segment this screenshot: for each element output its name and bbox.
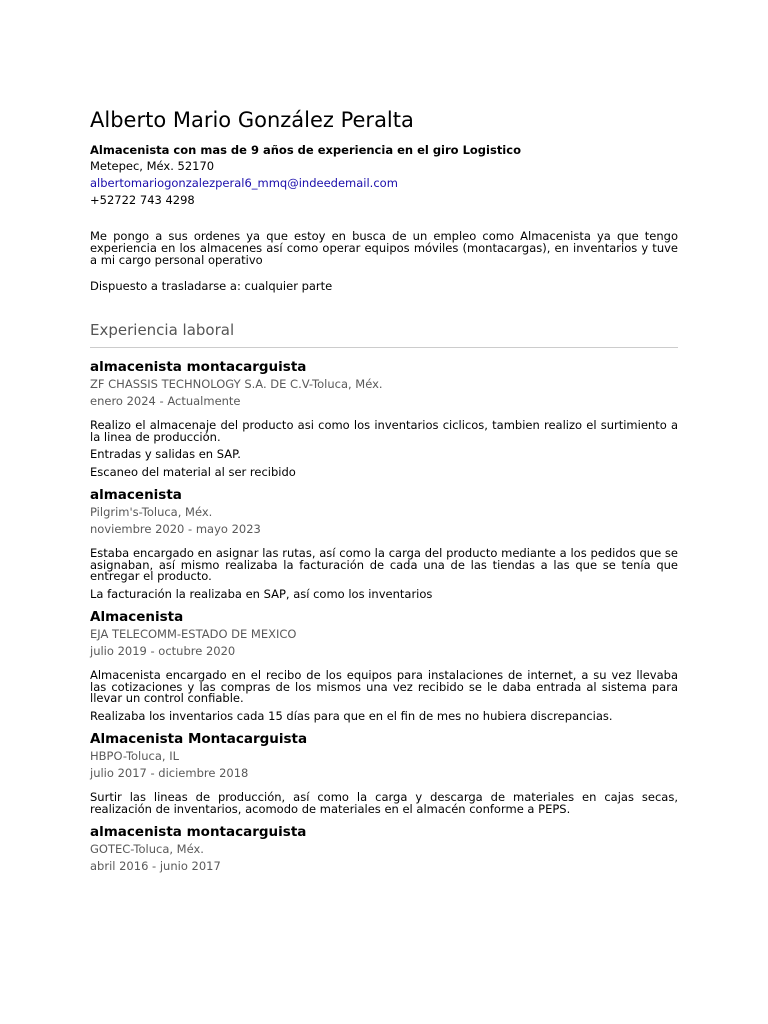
candidate-phone: +52722 743 4298	[90, 193, 195, 207]
job-dates: enero 2024 - Actualmente	[90, 394, 241, 408]
job-company: GOTEC-Toluca, Méx.	[90, 842, 204, 856]
job-entry	[90, 608, 678, 722]
job-location: Toluca, Méx.	[133, 842, 204, 856]
job-company: EJA TELECOMM-ESTADO DE MEXICO	[90, 627, 297, 641]
job-entry	[90, 730, 678, 815]
job-entry	[90, 486, 678, 600]
job-company-name: ZF CHASSIS TECHNOLOGY S.A. DE C.V	[90, 377, 309, 391]
job-location: ESTADO DE MEXICO	[181, 627, 297, 641]
job-dates: abril 2016 - junio 2017	[90, 859, 221, 873]
section-title-experience: Experiencia laboral	[90, 320, 678, 348]
job-title: Almacenista	[90, 609, 184, 625]
job-description	[90, 670, 678, 722]
job-dates: julio 2019 - octubre 2020	[90, 644, 236, 658]
relocation-preference: Dispuesto a trasladarse a: cualquier parte	[90, 279, 333, 293]
candidate-name: Alberto Mario González Peralta	[90, 108, 414, 132]
candidate-location: Metepec, Méx. 52170	[90, 159, 215, 173]
job-dates: julio 2017 - diciembre 2018	[90, 766, 249, 780]
candidate-summary: Me pongo a sus ordenes ya que estoy en busca de un empleo como Almacenista ya que tengo experiencia en los almacenes así como operar equipos móviles (montacargas), en inventarios y tuve a mi cargo personal operativo	[90, 229, 678, 267]
job-description-line: Surtir las lineas de producción, así como la carga y descarga de materiales en cajas secas, realización de inventarios, acomodo de materiales en el almacén conforme a PEPS.	[90, 790, 678, 816]
job-description-line: Escaneo del material al ser recibido	[90, 464, 296, 479]
job-entry	[90, 823, 678, 875]
job-company-name: EJA TELECOMM	[90, 627, 177, 641]
job-title: Almacenista Montacarguista	[90, 731, 308, 747]
job-title: almacenista	[90, 487, 182, 503]
job-dates: noviembre 2020 - mayo 2023	[90, 522, 261, 536]
job-company: ZF CHASSIS TECHNOLOGY S.A. DE C.V-Toluca, Méx.	[90, 377, 383, 391]
job-location: Toluca, IL	[125, 749, 180, 763]
job-company-name: GOTEC	[90, 842, 131, 856]
candidate-email-link[interactable]: albertomariogonzalezperal6_mmq@indeedemail.com	[90, 176, 398, 190]
job-title: almacenista montacarguista	[90, 824, 307, 840]
candidate-headline: Almacenista con mas de 9 años de experiencia en el giro Logistico	[90, 143, 521, 157]
job-description-line: Estaba encargado en asignar las rutas, así como la carga del producto mediante a los pedidos que se asignaban, así mismo realizaba la facturación de cada una de las tiendas a las que se tenía que entregar el producto.	[90, 546, 678, 583]
job-company-name: Pilgrim's	[90, 505, 139, 519]
job-description-line: Realizo el almacenaje del producto asi como los inventarios ciclicos, tambien realizo el surtimiento a la linea de producción.	[90, 418, 678, 444]
job-location: Toluca, Méx.	[312, 377, 383, 391]
job-company: HBPO-Toluca, IL	[90, 749, 180, 763]
job-description	[90, 548, 678, 600]
job-description-line: Realizaba los inventarios cada 15 días para que en el fin de mes no hubiera discrepancias.	[90, 708, 613, 723]
job-description	[90, 420, 678, 478]
job-description-line: Almacenista encargado en el recibo de los equipos para instalaciones de internet, a su vez llevaba las cotizaciones y las compras de los mismos una vez recibido se le daba entrada al sistema para llevar un control confiable.	[90, 668, 678, 705]
job-title: almacenista montacarguista	[90, 359, 307, 375]
job-company: Pilgrim's-Toluca, Méx.	[90, 505, 213, 519]
job-company-name: HBPO	[90, 749, 123, 763]
job-description-line: Entradas y salidas en SAP.	[90, 447, 241, 461]
resume-page	[90, 106, 678, 875]
job-description-line: La facturación la realizaba en SAP, así como los inventarios	[90, 586, 433, 601]
job-entry	[90, 358, 678, 478]
job-description	[90, 792, 678, 815]
job-location: Toluca, Méx.	[141, 505, 213, 519]
